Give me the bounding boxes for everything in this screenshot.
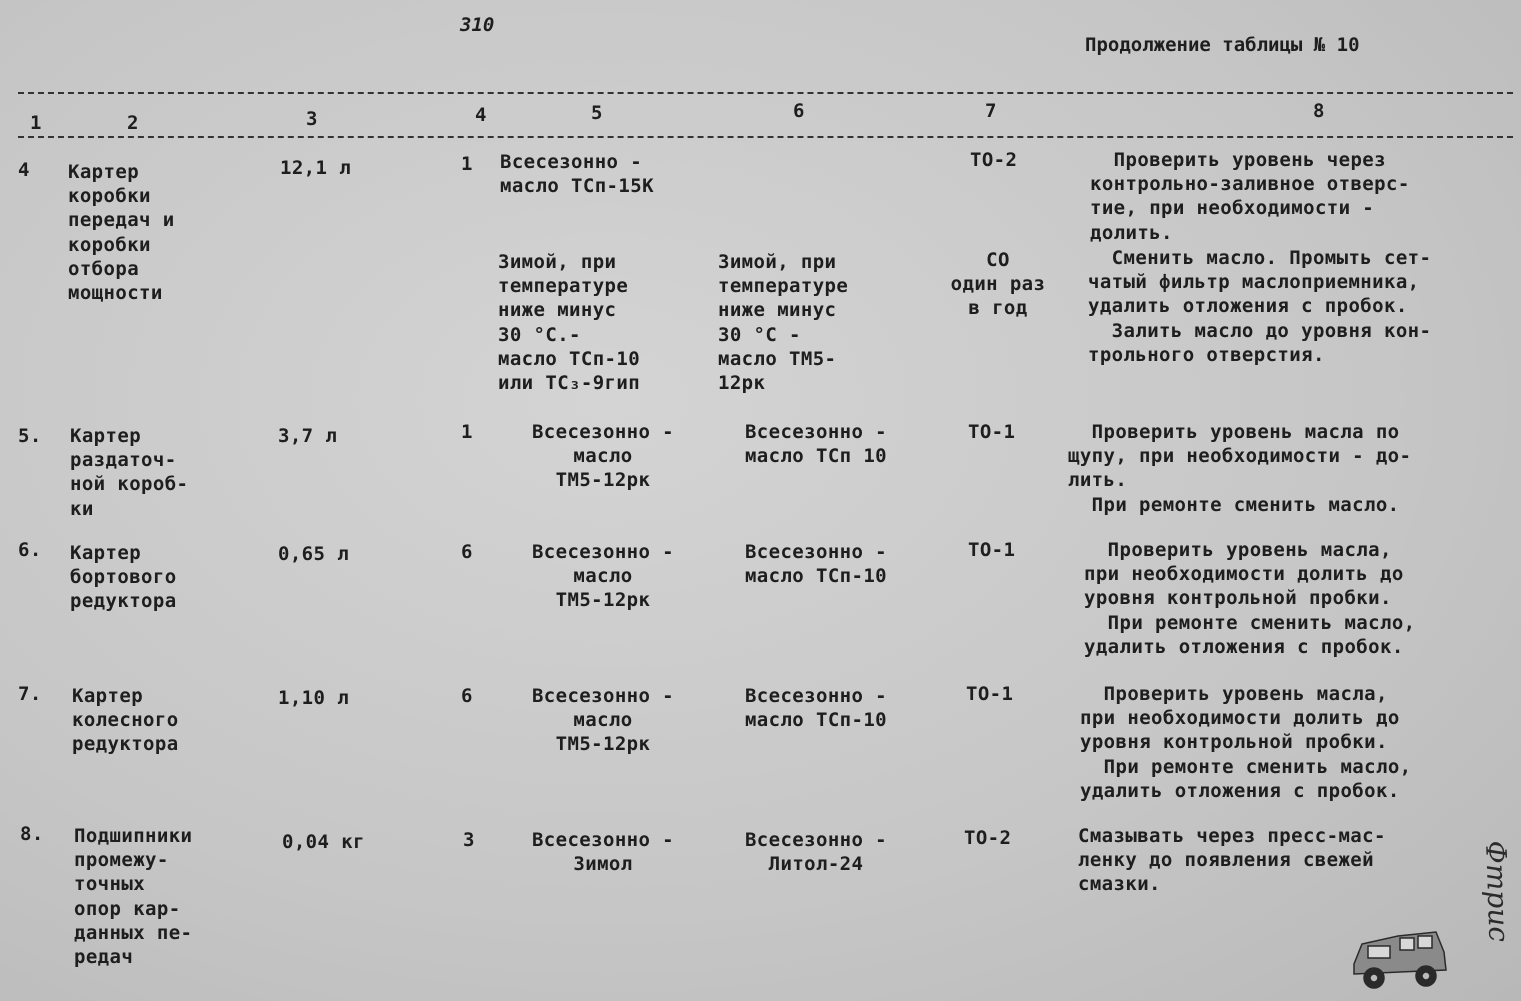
part-name: Картер коробки передач и коробки отбора мощности: [68, 161, 175, 305]
row-number: 5.: [18, 425, 42, 447]
column-header-8: 8: [1313, 100, 1325, 122]
page-number: 310: [460, 14, 495, 36]
column-header-4: 4: [475, 104, 487, 126]
part-name: Картер бортового редуктора: [70, 542, 177, 613]
column-header-5: 5: [591, 102, 603, 124]
fill-volume: 12,1 л: [280, 157, 352, 179]
instructions: Проверить уровень через контрольно-заливное отверс- тие, при необходимости - долить.: [1090, 149, 1410, 244]
duplicate-lubricant: Всесезонно - Литол-24: [744, 829, 888, 876]
part-name: Подшипники промежу- точных опор кар- данных пе- редач: [74, 825, 193, 969]
instructions: Проверить уровень масла, при необходимости долить до уровня контрольной пробки. При ремонте сменить масло, удалить отложения с пробок.: [1080, 683, 1412, 802]
column-header-6: 6: [793, 100, 805, 122]
fill-volume: 0,65 л: [278, 543, 350, 565]
lube-points-count: 1: [461, 421, 473, 443]
column-header-2: 2: [127, 112, 139, 134]
header-bottom-rule: [18, 136, 1513, 138]
main-lubricant: Всесезонно - масло ТМ5-12рк: [531, 541, 675, 612]
row-number: 6.: [18, 539, 42, 561]
lube-points-count: 3: [463, 829, 475, 851]
column-header-7: 7: [985, 100, 997, 122]
duplicate-lubricant: Всесезонно - масло ТСп-10: [744, 541, 888, 588]
service-period: ТО-2: [970, 149, 1018, 171]
row-number: 7.: [18, 683, 42, 705]
handwritten-signature: Фтрис: [1479, 840, 1516, 943]
instructions: Проверить уровень масла по щупу, при необходимости - до- лить. При ремонте сменить масло.: [1068, 421, 1412, 516]
lube-points-count: 6: [461, 541, 473, 563]
main-lubricant: Всесезонно - масло ТСп-15К: [500, 151, 654, 198]
instructions-seasonal: Сменить масло. Промыть сет- чатый фильтр маслоприемника, удалить отложения с пробок. Залить масло до уровня кон- трольного отверстия.: [1088, 247, 1432, 366]
column-header-3: 3: [306, 108, 318, 130]
row-number: 4: [18, 159, 30, 181]
duplicate-lubricant: Всесезонно - масло ТСп 10: [744, 421, 888, 468]
row-number: 8.: [20, 823, 44, 845]
lube-points-count: 6: [461, 685, 473, 707]
column-header-1: 1: [30, 112, 42, 134]
main-lubricant: Всесезонно - масло ТМ5-12рк: [531, 685, 675, 756]
fill-volume: 3,7 л: [278, 425, 338, 447]
instructions: Проверить уровень масла, при необходимости долить до уровня контрольной пробки. При ремонте сменить масло, удалить отложения с пробок.: [1084, 539, 1416, 658]
service-period: ТО-1: [968, 421, 1016, 443]
duplicate-lubricant: Всесезонно - масло ТСп-10: [744, 685, 888, 732]
instructions: Смазывать через пресс-мас- ленку до появления свежей смазки.: [1078, 825, 1386, 896]
main-lubricant: Всесезонно - масло ТМ5-12рк: [531, 421, 675, 492]
part-name: Картер раздаточ- ной короб- ки: [70, 425, 189, 520]
main-lubricant-winter: Зимой, при температуре ниже минус 30 °С.- масло ТСп-10 или ТС₃-9гип: [498, 251, 641, 395]
service-period: ТО-2: [964, 827, 1012, 849]
service-period-seasonal: СО один раз в год: [950, 249, 1046, 320]
part-name: Картер колесного редуктора: [72, 685, 179, 756]
main-lubricant: Всесезонно - Зимол: [531, 829, 675, 876]
header-top-rule: [18, 92, 1513, 94]
fill-volume: 0,04 кг: [282, 831, 365, 853]
vehicle-stamp-icon: [1340, 918, 1455, 998]
table-continuation-title: Продолжение таблицы № 10: [1085, 34, 1360, 56]
duplicate-lubricant-winter: Зимой, при температуре ниже минус 30 °С - масло ТМ5- 12рк: [718, 251, 849, 395]
fill-volume: 1,10 л: [278, 687, 350, 709]
lube-points-count: 1: [461, 153, 473, 175]
service-period: ТО-1: [968, 539, 1016, 561]
service-period: ТО-1: [966, 683, 1014, 705]
